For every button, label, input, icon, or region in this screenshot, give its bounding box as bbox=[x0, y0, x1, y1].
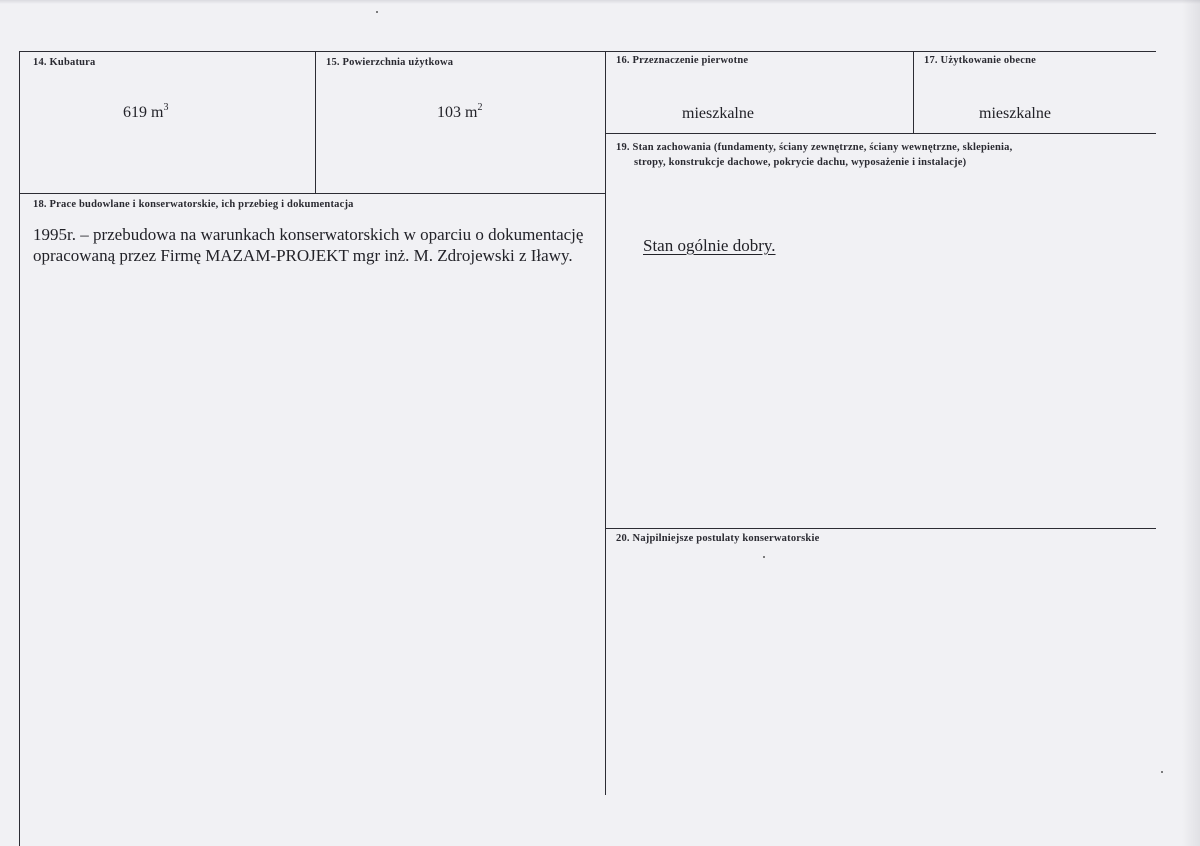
rule-19-20 bbox=[605, 528, 1156, 529]
field-14-label: 14. Kubatura bbox=[33, 57, 96, 68]
field-17-value: mieszkalne bbox=[979, 105, 1051, 122]
field-15-exponent: 2 bbox=[477, 102, 483, 113]
field-15-value bbox=[437, 104, 482, 122]
field-18-text-line-1: 1995r. – przebudowa na warunkach konserwatorskich w oparciu o dokumentację bbox=[33, 225, 584, 244]
field-16-value: mieszkalne bbox=[682, 105, 754, 122]
field-19-label bbox=[616, 140, 1012, 170]
rule-14-15-bottom bbox=[19, 193, 606, 194]
field-19-label-line-2: stropy, konstrukcje dachowe, pokrycie dachu, wyposażenie i instalacje) bbox=[634, 157, 967, 168]
center-divider bbox=[605, 51, 606, 795]
scan-speck bbox=[376, 11, 378, 13]
field-20-label: 20. Najpilniejsze postulaty konserwatorskie bbox=[616, 533, 820, 544]
rule-16-17-bottom bbox=[605, 133, 1156, 134]
field-18-text bbox=[33, 224, 583, 266]
field-14-number: 619 m bbox=[123, 104, 164, 121]
field-14-exponent: 3 bbox=[163, 102, 169, 113]
divider-16-17 bbox=[913, 51, 914, 134]
field-15-number: 103 m bbox=[437, 104, 478, 121]
field-18-text-line-2: opracowaną przez Firmę MAZAM-PROJEKT mgr inż. M. Zdrojewski z Iławy. bbox=[33, 246, 573, 265]
field-19-label-line-1: 19. Stan zachowania (fundamenty, ściany zewnętrzne, ściany wewnętrzne, sklepienia, bbox=[616, 142, 1013, 153]
top-rule bbox=[19, 51, 1156, 52]
field-17-label: 17. Użytkowanie obecne bbox=[924, 55, 1037, 66]
scan-speck-2 bbox=[763, 556, 765, 558]
scan-speck-3 bbox=[1161, 771, 1163, 773]
scan-shadow-top bbox=[0, 0, 1200, 4]
field-15-label: 15. Powierzchnia użytkowa bbox=[326, 57, 454, 68]
field-14-value bbox=[123, 104, 168, 122]
field-16-label: 16. Przeznaczenie pierwotne bbox=[616, 55, 749, 66]
field-18-label: 18. Prace budowlane i konserwatorskie, ich przebieg i dokumentacja bbox=[33, 199, 354, 210]
divider-14-15 bbox=[315, 51, 316, 194]
left-border bbox=[19, 51, 20, 846]
scan-shadow-right bbox=[1182, 0, 1200, 846]
field-19-value: Stan ogólnie dobry. bbox=[643, 236, 776, 255]
